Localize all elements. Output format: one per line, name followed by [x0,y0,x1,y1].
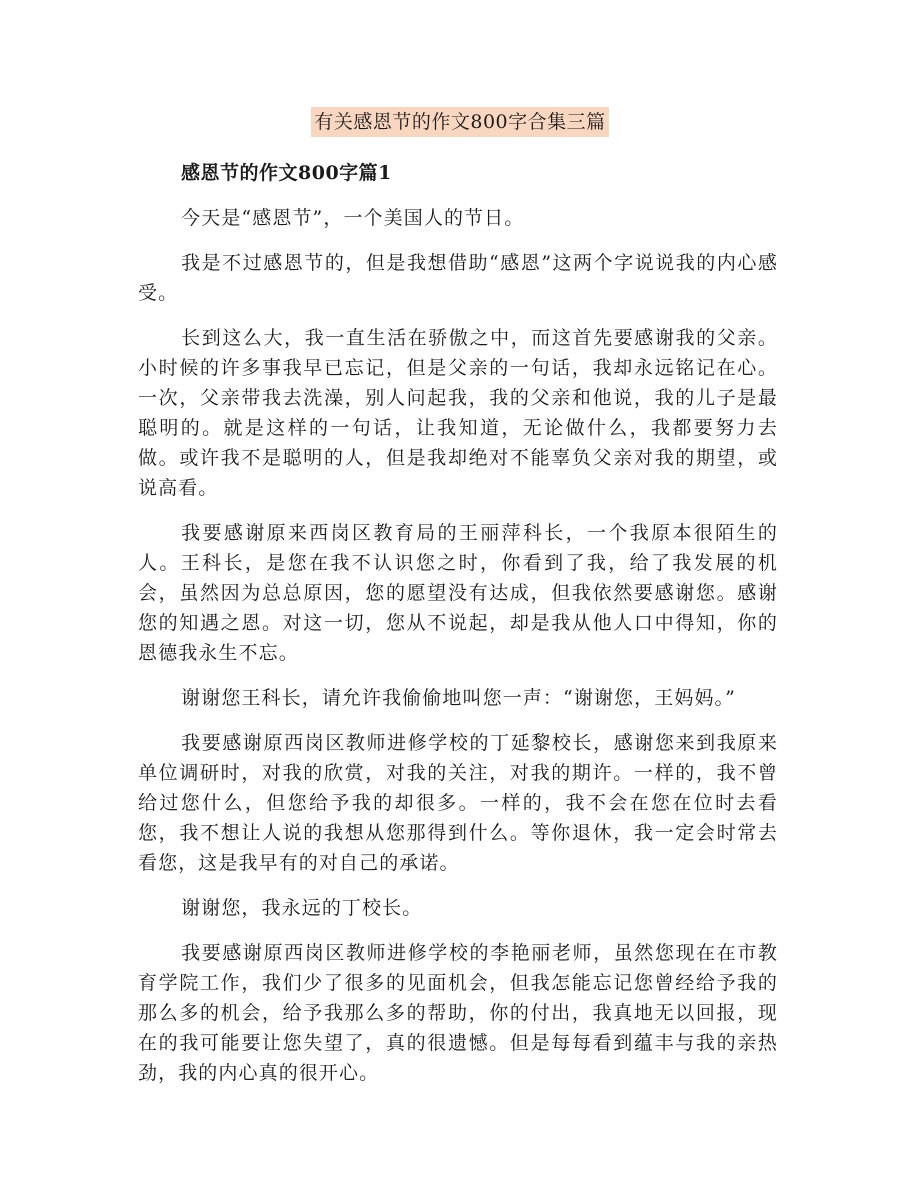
paragraph: 长到这么大，我一直生活在骄傲之中，而这首先要感谢我的父亲。小时候的许多事我早已忘记，但是父亲的一句话，我却永远铭记在心。一次，父亲带我去洗澡，别人问起我，我的父亲和他说，我的儿子是最聪明的。就是这样的一句话，让我知道，无论做什么，我都要努力去做。或许我不是聪明的人，但是我却绝对不能辜负父亲对我的期望，或说高看。 [138,327,778,499]
section-heading: 感恩节的作文800字篇1 [181,162,392,184]
paragraph: 谢谢您，我永远的丁校长。 [181,897,423,919]
paragraph: 我要感谢原来西岗区教育局的王丽萍科长，一个我原本很陌生的人。王科长，是您在我不认识您之时，你看到了我，给了我发展的机会，虽然因为总总原因，您的愿望没有达成，但我依然要感谢您。感谢您的知遇之恩。对这一切，您从不说起，却是我从他人口中得知，你的恩德我永生不忘。 [138,522,778,664]
paragraph: 我要感谢原西岗区教师进修学校的李艳丽老师，虽然您现在在市教育学院工作，我们少了很多的见面机会，但我怎能忘记您曾经给予我的那么多的机会，给予我那么多的帮助，你的付出，我真地无以回报，现在的我可能要让您失望了，真的很遗憾。但是每每看到蕴丰与我的亲热劲，我的内心真的很开心。 [138,942,778,1084]
paragraph: 今天是“感恩节”，一个美国人的节日。 [181,207,525,229]
paragraph: 我要感谢原西岗区教师进修学校的丁延黎校长，感谢您来到我原来单位调研时，对我的欣赏，对我的关注，对我的期许。一样的，我不曾给过您什么，但您给予我的却很多。一样的，我不会在您在位时去看您，我不想让人说的我想从您那得到什么。等你退休，我一定会时常去看您，这是我早有的对自己的承诺。 [138,732,778,874]
title-wrapper [0,107,920,137]
article-body [138,203,778,1103]
page-title: 有关感恩节的作文800字合集三篇 [311,107,608,137]
paragraph: 我是不过感恩节的，但是我想借助“感恩”这两个字说说我的内心感受。 [138,252,778,304]
paragraph: 谢谢您王科长，请允许我偷偷地叫您一声：“谢谢您，王妈妈。” [181,687,736,709]
